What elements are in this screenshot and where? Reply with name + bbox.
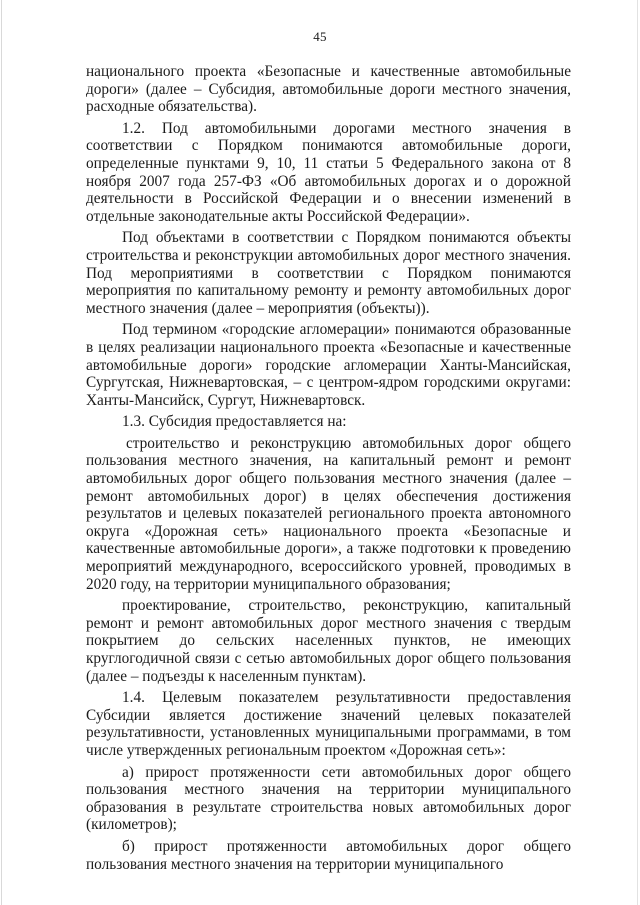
paragraph-1-2: 1.2. Под автомобильными дорогами местного значения в соответствии с Порядком понимаются автомобильные дороги, определенные пунктами 9, 10, 11 статьи 5 Федерального закона от 8 ноября 2007 года 257-ФЗ «Об автомобильных дорогах и о дорожной деятельности в Российской Федерации и о внесении изменений в отдельные законодательные акты Российской Федерации». [86, 119, 571, 225]
page-number: 45 [313, 29, 327, 44]
paragraph-construction: строительство и реконструкцию автомобильных дорог общего пользования местного значения, на капитальный ремонт и ремонт автомобильных дорог общего пользования местного значения (далее – ремонт автомобильных дорог) в целях обеспечения достижения результатов и целевых показателей регионального проекта автономного округа «Дорожная сеть» национального проекта «Безопасные и качественные автомобильные дороги», а также подготовки к проведению мероприятий международного, всероссийского уровней, проводимых в 2020 году, на территории муниципального образования; [86, 434, 571, 593]
scan-edge-right [637, 0, 638, 905]
paragraph-objects: Под объектами в соответствии с Порядком понимаются объекты строительства и реконструкции автомобильных дорог местного значения. Под мероприятиями в соответствии с Порядком понимаются мероприятия по капитальному ремонту и ремонту автомобильных дорог местного значения (далее – мероприятия (объекты)). [86, 229, 571, 317]
paragraph-item-a: а) прирост протяженности сети автомобильных дорог общего пользования местного значения на территории муниципального образования в результате строительства новых автомобильных дорог (километров); [86, 763, 571, 834]
paragraph-design: проектирование, строительство, реконструкцию, капитальный ремонт и ремонт автомобильных дорог местного значения с твердым покрытием до сельских населенных пунктов, не имеющих круглогодичной связи с сетью автомобильных дорог общего пользования (далее – подъезды к населенным пунктам). [86, 597, 571, 685]
paragraph-1-4: 1.4. Целевым показателем результативности предоставления Субсидии является достижение значений целевых показателей результативности, установленных муниципальными программами, в том числе утвержденных региональным проектом «Дорожная сеть»: [86, 689, 571, 759]
paragraph-agglomerations: Под термином «городские агломерации» понимаются образованные в целях реализации национального проекта «Безопасные и качественные автомобильные дороги» городские агломерации Ханты-Мансийская, Сургутская, Нижневартовская, – с центром-ядром городскими округами: Ханты-Мансийск, Сургут, Нижневартовск. [86, 321, 571, 409]
scan-edge-left [1, 0, 2, 905]
paragraph-intro-continuation: национального проекта «Безопасные и качественные автомобильные дороги» (далее – Субсидия, автомобильные дороги местного значения, расходные обязательства). [86, 63, 571, 116]
paragraph-item-b: б) прирост протяженности автомобильных дорог общего пользования местного значения на территории муниципального [86, 837, 571, 873]
paragraph-1-3: 1.3. Субсидия предоставляется на: [122, 413, 347, 431]
document-body [86, 63, 571, 877]
